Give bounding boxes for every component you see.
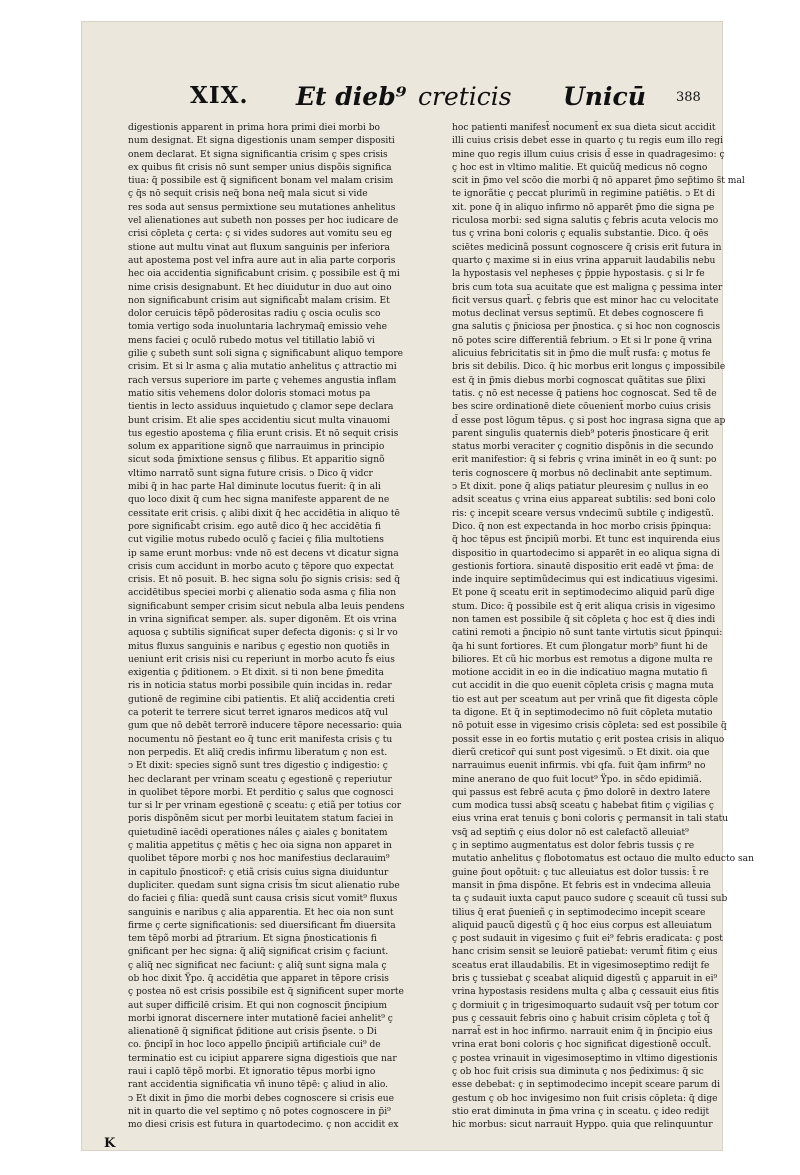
right-column-line: tatis. ç nō est necesse q̃ patiens hoc cognoscat. Sed tẽ de — [452, 388, 717, 399]
left-column-line: tus egestio apostema ç filia erunt crisis. Et nō sequit crisis — [128, 428, 399, 439]
right-column-line: ris: ç incepit sceare versus vndecimũ subtile ç indigestũ. — [452, 508, 714, 519]
left-column-line: res soda aut sensus permixtione seu mutationes anhelitus — [128, 202, 396, 213]
right-column-line: mine anerano de quo fuit locut⁹ Ÿpo. in sc̃do epidimiã. — [452, 774, 702, 785]
right-column-line: scit in p̃mo vel scōo die morbi q̃ nō apparet p̃mo sep̃timo s̃t mal — [452, 176, 745, 187]
left-column-line: solum ex apparitione signõ que narrauimus in principio — [128, 442, 385, 453]
chapter-number: XIX. — [190, 82, 249, 109]
left-column-line: gilie ç subeth sunt soli signa ç significabunt aliquo tempore — [128, 349, 404, 360]
left-column-line: vel alienationes aut subeth non posses per hoc iudicare de — [128, 216, 399, 227]
right-column-line: catini remoti a p̃ncipio nō sunt tante virtutis sicut p̃pinqui: — [452, 628, 723, 639]
running-header — [0, 82, 800, 122]
left-column-line: poris dispõnēm sicut per morbi leuitatem statum faciei in — [128, 814, 394, 825]
left-column-line: ip same erunt morbus: vnde nō est decens vt dicatur signa — [128, 548, 399, 559]
right-column-line: aliquid paucũ digestũ ç q̃ hoc eius corpus est alleuiatum — [452, 920, 712, 931]
left-column-line: nime crisis designabunt. Et hec diuidutur in duo aut oino — [128, 282, 392, 293]
left-column-line: aquosa ç subtilis significat super defecta digonis: ç si lr vo — [128, 628, 398, 639]
left-column-line: dolor ceruicis tēpõ pōderositas radiu ç oscia oculis sco — [128, 309, 381, 320]
left-column-line: sanguinis e naribus ç alia apparentia. Et hec oia non sunt — [128, 907, 394, 918]
right-column-line: non tamen est possibile q̃ sit cōpleta ç hoc est q̃ dies indi — [452, 614, 716, 625]
right-column-line: q̃ hoc tēpus est p̃ncipiũ morbi. Et tunc est inquirenda eius — [452, 535, 721, 546]
left-column-line: sicut soda p̃mixtione sensus ç filibus. Et apparitio signõ — [128, 455, 385, 466]
left-column-line: terminatio est cu icipiut apparere signa digestiois que nar — [128, 1053, 397, 1064]
right-column-line: gna salutis ç p̃niciosa per p̃nostica. ç si hoc non cognoscis — [452, 322, 721, 333]
left-column-line: crisim. Et si lr asma ç alia mutatio anhelitus ç attractio mi — [128, 362, 397, 373]
right-column-line: inde inquire septimũdecimus qui est indicatiuus vigesimi. — [452, 575, 719, 586]
right-column-line: eius vrina erat tenuis ç boni coloris ç permansit in tali statu — [452, 814, 729, 825]
right-column-line: hoc patienti manifest̃ nocument̃ ex sua dieta sicut accidit — [452, 123, 716, 133]
right-column-line: stio erat diminuta in p̃ma vrina ç in sceatu. ç ideo redijt — [452, 1106, 710, 1117]
margin-marker: K — [104, 1136, 116, 1151]
right-column-line: ta digone. Et q̃ in septimodecimo nō fuit cōpleta mutatio — [452, 708, 713, 719]
left-column-line: quolibet tēpore morbi ç nos hoc manifestius declarauim⁹ — [128, 854, 390, 865]
left-column-line: ↄ Et dixit in p̃mo die morbi debes cognoscere si crisis eue — [128, 1093, 395, 1104]
left-column-line: ç q̃s nō sequit crisis neq̃ bona neq̃ mala sicut si vide — [128, 189, 368, 200]
right-column-line: parent singulis quaternis dieb⁹ poteris p̃nosticare q̃ erit — [452, 428, 709, 439]
left-column-line: crisi cōpleta ç certa: ç si vides sudores aut vomitu seu eg — [128, 229, 393, 240]
left-column-line: matio sitis vehemens dolor doloris stomaci motus pa — [128, 388, 371, 399]
right-column-line: dierũ creticor̃ qui sunt post vigesimũ. ↄ Et dixit. oia que — [452, 747, 710, 758]
left-column-line: mens faciei ç oculõ rubedo motus vel titillatio labiõ vi — [128, 335, 375, 346]
right-column-line: xit. pone q̃ in aliquo infirmo nō apparēt p̃mo die signa pe — [452, 202, 715, 213]
right-column-line: est q̃ in p̃mis diebus morbi cognoscat quãtitas sue p̃lixi — [452, 375, 706, 386]
right-column-line: qui passus est febrē acuta ç p̃mo dolorē in dextro latere — [452, 787, 711, 798]
left-column-line: alienationē q̃ significat p̃ditione aut crisis p̃sente. ↄ Di — [128, 1027, 377, 1038]
left-column-line: quo loco dixit q̃ cum hec signa manifeste apparent de ne — [128, 495, 390, 506]
left-column-line: aut apostema post vel infra aure aut in alia parte corporis — [128, 255, 396, 266]
right-column-line: vrina erat boni coloris ç hoc significat digestionẽ occult̃. — [452, 1040, 712, 1051]
right-column-line: d̃ esse post lōgum tēpus. ç si post hoc ingrasa signa que ap — [452, 415, 726, 426]
left-column-line: stione aut multu vinat aut fluxum sanguinis per inferiora — [128, 242, 390, 253]
right-column-line: ç dormiuit ç in trigesimoquarto sudauit vsq̃ per totum cor — [452, 1000, 719, 1011]
right-column-line: ç postea vrinauit in vigesimoseptimo in vltimo digestionis — [452, 1053, 718, 1064]
right-column-line: motus declinat versus septimũ. Et debes cognoscere fi — [452, 309, 704, 320]
left-column-line: ob hoc dixit Ÿpo. q̃ accidētia que apparet in tēpore crisis — [128, 974, 389, 984]
left-column-line: rach versus superiore im parte ç vehemes angustia inflam — [128, 375, 397, 386]
left-column-line: tientis in lecto assiduus inquietudo ç clamor sepe declara — [128, 402, 394, 413]
right-column-line: narrauimus euenit infirmis. vbi qfa. fuit q̃am infirm⁹ no — [452, 761, 706, 772]
right-column-line: ta ç sudauit iuxta caput pauco sudore ç sceauit cũ tussi sub — [452, 894, 728, 905]
left-column-line: raui i caplō tēpõ morbi. Et ignoratio tēpus morbi igno — [128, 1067, 376, 1078]
right-column-line: quarto ç maxime si in eius vrina apparuit laudabilis nebu — [452, 255, 716, 266]
left-column-line: mibi q̃ in hac parte Hal diminute locutus fuerit: q̃ in ali — [128, 482, 381, 493]
right-column-line: sceatus erat illaudabilis. Et in vigesimoseptimo redijt fe — [452, 960, 710, 971]
left-column-line: onem declarat. Et signa significantia crisim ç spes crisis — [128, 149, 388, 160]
left-column-line: aut super difficilē crisim. Et qui non cognoscit p̃ncipium — [128, 1000, 387, 1011]
right-column-line: motione accidit in eo in die indicatiuo magna mutatio fi — [452, 668, 708, 679]
right-column-line: tio est aut per sceatum aut per vrinã que fit digesta cōple — [452, 694, 719, 705]
left-column-line: tem tēpõ morbi ad p̃trarium. Et signa p̃nosticationis fi — [128, 934, 377, 945]
right-column-line: la hypostasis vel nepheses ç p̃ppie hypostasis. ç si lr fe — [452, 269, 705, 280]
right-column-line: cum modica tussi absq̃ sceatu ç habebat fitim ç vigilias ç — [452, 801, 714, 812]
right-column-line: ficit versus quart̃. ç febris que est minor hac cu velocitate — [452, 295, 719, 306]
right-column-line: ç post sudauit in vigesimo ç fuit ei⁹ febris eradicata: ç post — [452, 934, 723, 945]
right-column-line: vsq̃ ad septim̃ ç eius dolor nō est calefactõ alleuiat⁹ — [452, 827, 689, 838]
right-column-line: hanc crisim sensit se leuiorē patiebat: verumt̃ fitim ç eius — [452, 947, 718, 958]
left-column-line: non perpedis. Et aliq̃ credis infirmu liberatum ç non est. — [128, 747, 388, 758]
left-column-line: mitus fluxus sanguinis e naribus ç egestio non quotiẽs in — [128, 641, 390, 652]
left-column-line: num designat. Et signa digestionis unam semper dispositi — [128, 136, 395, 147]
left-column-line: ex quibus fit crisis nō sunt semper unius dispõis significa — [128, 162, 392, 173]
right-column-line: narrat̃ est in hoc infirmo. narrauit enim q̃ in p̃ncipio eius — [452, 1027, 713, 1038]
left-column-line: pore significab̃t crisim. ego autẽ dico q̃ hec accidētia fi — [128, 521, 381, 532]
left-column-line: in vrina significat semper. als. super digonēm. Et ois vrina — [128, 614, 397, 625]
right-column-line: mine quo regis illum cuius crisis d̃ esse in quadragesimo: ç — [452, 149, 725, 160]
left-column-line: hec declarant per vrinam sceatu ç egestionē ç reperiutur — [128, 774, 392, 785]
folio-number: 388 — [676, 90, 701, 105]
left-column-line: nocumentu nō p̃estant eo q̃ tunc erit manifesta crisis ç tu — [128, 734, 393, 745]
right-column-line: gestionis fortiora. sinautē dispositio erit eadē vt p̃ma: de — [452, 561, 714, 572]
left-column-line: in quolibet tēpore morbi. Et perditio ç salus que cognosci — [128, 787, 394, 798]
left-column-line: dupliciter. quedam sunt signa crisis t̃m sicut alienatio rube — [128, 880, 400, 891]
right-column-line: sciētes medicinã possunt cognoscere q̃ crisis erit futura in — [452, 242, 722, 253]
left-column-line: crisis. Et nō posuit. B. hec signa solu p̃o signis crisis: sed q̃ — [128, 575, 401, 586]
right-column-line: esse debebat: ç in septimodecimo incepit sceare parum di — [452, 1080, 720, 1091]
left-column-line: mo diesi crisis est futura in quartodecimo. ç non accidit ex — [128, 1120, 399, 1131]
left-column-line: vltimo narratõ sunt signa future crisis. ↄ Dico q̃ vidcr — [128, 468, 373, 479]
left-column-line: morbi ignorat discernere inter mutationē faciei anhelit⁹ ç — [128, 1013, 393, 1024]
right-column-line: hic morbus: sicut narrauit Hyppo. quia que relinquuntur — [452, 1120, 713, 1131]
right-column-line: teris cognoscere q̃ morbus nō declinabit ante septimum. — [452, 468, 713, 479]
right-column-line: gestum ç ob hoc invigesimo non fuit crisis cōpleta: q̃ dige — [452, 1093, 718, 1104]
right-column-line: cut accidit in die quo euenit cōpleta crisis ç magna muta — [452, 681, 714, 692]
left-column-line: ç postea nō est crisis possibile est q̃ significent super morte — [128, 987, 404, 998]
header-title-part-3: Unicū — [563, 82, 646, 111]
left-column-line: in capitulo p̃nosticor̃: ç etiã crisis cuius signa diuiduntur — [128, 867, 389, 878]
left-column-line: ↄ Et dixit: species signõ sunt tres digestio ç indigestio: ç — [128, 761, 388, 772]
left-column-line: exigentia ç p̃ditionem. ↄ Et dixit. si ti non bene p̃medita — [128, 668, 384, 679]
right-column-line: q̃a hi sunt fortiores. Et cum p̃longatur morb⁹ fiunt hi de — [452, 641, 708, 652]
right-column-line: Et pone q̃ sceatu erit in septimodecimo aliquid parũ dige — [452, 588, 715, 599]
right-column-line: bes scire ordinationē diete cōuenient̃ morbo cuius crisis — [452, 402, 711, 413]
left-column-line: cessitate erit crisis. ç alibi dixit q̃ hec accidētia in aliquo tē — [128, 508, 400, 519]
left-column-line: tur si lr per vrinam egestionē ç sceatu: ç etiã per totius cor — [128, 801, 402, 812]
left-column-line: tiua: q̃ possibile est q̃ significent bonam vel malam crisim — [128, 176, 394, 187]
left-column-line: hec oia accidentia significabunt crisim. ç possibile est q̃ mi — [128, 269, 400, 280]
right-column-line: vrina hypostasis residens multa ç alba ç cessauit eius fitis — [452, 987, 719, 998]
right-text-column — [452, 122, 754, 1133]
right-column-line: tus ç vrina boni coloris ç equalis substantie. Dico. q̃ oēs — [452, 229, 709, 240]
left-column-line: co. p̃ncipĩ in hoc loco appello p̃ncipiũ artificiale cui⁹ de — [128, 1040, 381, 1051]
left-column-line: gutionē de regimine cibi patientis. Et aliq̃ accidentia creti — [128, 694, 395, 705]
left-column-line: quietudinē iacēdi operationes náles ç aiales ç bonitatem — [128, 827, 388, 838]
right-column-line: riculosa morbi: sed signa salutis ç febris acuta velocis mo — [452, 216, 719, 227]
left-column-line: cut vigilie motus rubedo oculõ ç faciei ç filia multotiens — [128, 535, 384, 546]
right-column-line: alicuius febricitatis sit in p̃mo die mult̃ rusfa: ç motus fe — [452, 349, 711, 360]
right-column-line: nō potuit esse in vigesimo crisis cōpleta: sed est possibile q̃ — [452, 721, 727, 732]
header-title-part-1: Et dieb⁹ — [296, 82, 407, 111]
left-column-line: crisis cum accidunt in morbo acuto ç tēpore quo expectat — [128, 561, 394, 572]
left-column-line: gnificant per hec signa: q̃ aliq̃ significat crisim ç faciunt. — [128, 947, 389, 958]
left-column-line: ca poterit te terrere sicut terret ignaros medicos atq̃ vul — [128, 708, 388, 719]
right-column-line: biliores. Et cũ hic morbus est remotus a digone multa re — [452, 654, 713, 665]
right-column-line: erit manifestior: q̃ si febris ç vrina iminēt in eo q̃ sunt: po — [452, 455, 717, 466]
right-column-line: te ignorãtie ç peccat plurimũ in regimine patiētis. ↄ Et di — [452, 189, 716, 200]
right-column-line: dispositio in quartodecimo si apparēt in eo aliqua signa di — [452, 548, 720, 559]
right-column-line: bris sit debilis. Dico. q̃ hic morbus erit longus ç impossibile — [452, 362, 726, 373]
right-column-line: nō potes scire differentiã febrium. ↄ Et si lr pone q̃ vrina — [452, 335, 713, 346]
right-column-line: mansit in p̃ma dispõne. Et febris est in vndecima alleuia — [452, 880, 711, 891]
right-column-line: ç ob hoc fuit crisis sua diminuta ç nos p̃ediximus: q̃ sic — [452, 1067, 704, 1078]
right-column-line: ↄ Et dixit. pone q̃ aliqs patiatur pleuresim ç nullus in eo — [452, 482, 709, 493]
left-column-line: significabunt semper crisim sicut nebula alba leuis pendens — [128, 601, 405, 612]
left-column-line: gum que nō debēt terrorē inducere tēpore necessario: quia — [128, 721, 402, 732]
left-column-line: ç malitia appetitus ç mētis ç hec oia signa non apparet in — [128, 841, 392, 852]
left-column-line: accidētibus speciei morbi ç alienatio soda asma ç filia non — [128, 588, 397, 599]
left-column-line: tomia vertigo soda inuoluntaria lachrymaq̃ emissio vehe — [128, 322, 388, 333]
right-column-line: bris ç tussiebat ç sceabat aliquid digestũ ç apparuit in ei⁹ — [452, 974, 718, 984]
left-column-line: rant accidentia significatia vñ inuno tēpē: ç aliud in alio. — [128, 1080, 389, 1091]
left-column-line: ç aliq̃ nec significat nec faciunt: ç aliq̃ sunt signa mala ç — [128, 960, 387, 971]
right-column-line: pus ç cessauit febris oino ç habuit crisim cōpleta ç tot̃ q̃ — [452, 1013, 710, 1024]
left-column-line: bunt crisim. Et alie spes accidentiu sicut multa vinauomi — [128, 415, 391, 426]
right-column-line: stum. Dico: q̃ possibile est q̃ erit aliqua crisis in vigesimo — [452, 601, 716, 612]
right-column-line: Dico. q̃ non est expectanda in hoc morbo crisis p̃pinqua: — [452, 521, 712, 532]
left-column-line: firme ç certe significationis: sed diuersificant f̃m diuersita — [128, 920, 396, 931]
left-text-column — [128, 122, 405, 1133]
right-column-line: possit esse in eo fortis mutatio ç erit postea crisis in aliquo — [452, 734, 725, 745]
right-column-line: ç in septimo augmentatus est dolor febris tussis ç re — [452, 841, 695, 852]
right-column-line: status morbi veraciter ç cognitio dispõnis in die secundo — [452, 442, 714, 453]
right-column-line: illi cuius crisis debet esse in quarto ç tu regis eum illo regi — [452, 136, 724, 147]
header-title-part-2: creticis — [418, 82, 512, 111]
right-column-line: mutatio anhelitus ç flobotomatus est octauo die multo educto san — [452, 854, 754, 865]
right-column-line: ç hoc est in vltimo malitie. Et quicũq̃ medicus nō cogno — [452, 162, 708, 173]
left-column-line: ueniunt erit crisis nisi cu reperiunt in morbo acuto f̃s eius — [128, 654, 395, 665]
left-column-line: digestionis apparent in prima hora primi diei morbi bo — [128, 123, 381, 133]
right-column-line: tilius q̃ erat p̃uenieñ ç in septimodecimo incepit sceare — [452, 907, 706, 918]
right-column-line: bris cum tota sua acuitate que est maligna ç pessima inter — [452, 282, 723, 293]
left-column-line: nit in quarto die vel septimo ç nō potes cognoscere in p̃i⁹ — [128, 1106, 391, 1117]
right-column-line: guine p̃out opõtuit: ç tuc alleuiatus est dolor tussis: t̃ re — [452, 867, 709, 878]
right-column-line: adsit sceatus ç vrina eius appareat subtilis: sed boni colo — [452, 495, 716, 506]
left-column-line: do faciei ç filia: quedã sunt causa crisis sicut vomit⁹ fluxus — [128, 894, 398, 905]
left-column-line: ris in noticia status morbi possibile quin incidas in. redar — [128, 681, 392, 692]
left-column-line: non significabunt crisim aut significab̃t malam crisim. Et — [128, 295, 390, 306]
